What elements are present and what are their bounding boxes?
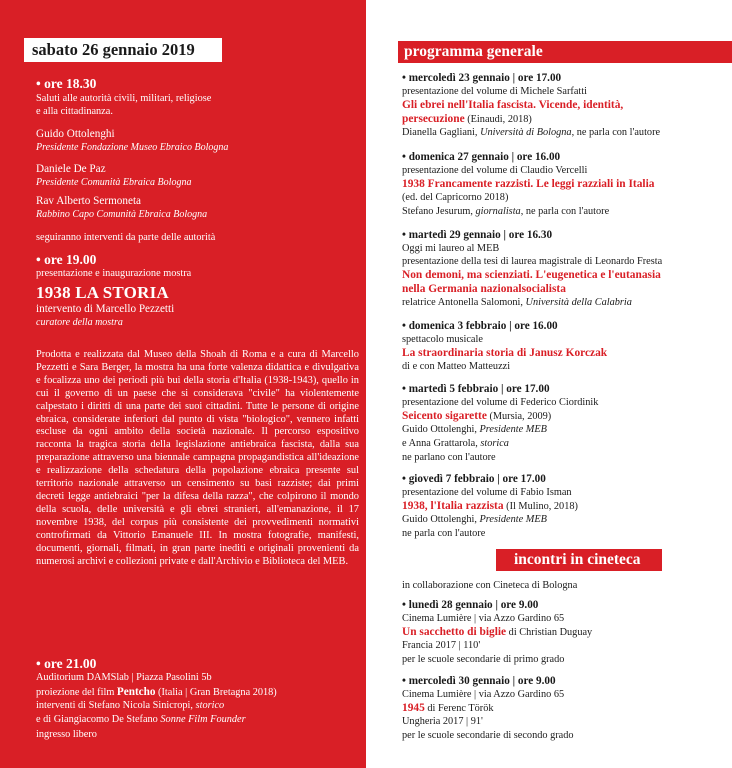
cinema-2-title: 1945 xyxy=(402,702,425,714)
event-3-date: • martedì 29 gennaio | ore 16.30 xyxy=(402,229,553,241)
event-5-speaker-1-role: Presidente MEB xyxy=(479,424,547,435)
event-1-date: • mercoledì 23 gennaio | ore 17.00 xyxy=(402,72,562,84)
event-4-title: La straordinaria storia di Janusz Korczak xyxy=(402,347,608,359)
film-intro: proiezione del film xyxy=(36,687,117,698)
event-1-intro: presentazione del volume di Michele Sarfatti xyxy=(402,86,587,97)
cinema-heading: incontri in cineteca xyxy=(496,549,662,571)
event-6-title: 1938, l'Italia razzista xyxy=(402,500,504,512)
event-3-series: Oggi mi laureo al MEB xyxy=(402,243,500,254)
time-2100: • ore 21.00 xyxy=(36,656,97,671)
event-3-title-2: nella Germania nazionalsocialista xyxy=(402,283,566,295)
cinema-1-title-line xyxy=(402,626,592,640)
event-5-date: • martedì 5 febbraio | ore 17.00 xyxy=(402,383,550,395)
event-3-supervisor-affil: Università della Calabria xyxy=(525,297,632,308)
greeting-line-2: e alla cittadinanza. xyxy=(36,106,113,117)
event-6-speaker-role: Presidente MEB xyxy=(479,514,547,525)
event-6-speaker-name: Guido Ottolenghi, xyxy=(402,514,480,525)
event-5-title: Seicento sigarette xyxy=(402,410,487,422)
cinema-1-origin: Francia 2017 | 110' xyxy=(402,640,481,651)
speakers-line-2 xyxy=(36,714,246,726)
cinema-2-director: di Ferenc Török xyxy=(424,703,494,714)
event-6-intro: presentazione del volume di Fabio Isman xyxy=(402,487,572,498)
exhibit-title: 1938 LA STORIA xyxy=(36,283,169,302)
event-5-speaker-2-name: e Anna Grattarola, xyxy=(402,438,481,449)
event-2-discussant xyxy=(402,206,609,218)
greeting-line-1: Saluti alle autorità civili, militari, religiose xyxy=(36,93,212,104)
time-1830: • ore 18.30 xyxy=(36,76,97,91)
event-5-speaker-1-name: Guido Ottolenghi, xyxy=(402,424,480,435)
event-1-publisher: (Einaudi, 2018) xyxy=(464,114,532,125)
event-6-note: ne parla con l'autore xyxy=(402,528,486,539)
exhibit-speaker: intervento di Marcello Pezzetti xyxy=(36,303,175,315)
cinema-collaboration: in collaborazione con Cineteca di Bologna xyxy=(402,580,578,591)
event-5-speaker-2-role: storica xyxy=(480,438,509,449)
event-2-discussant-role: giornalista xyxy=(475,206,521,217)
exhibit-description: Prodotta e realizzata dal Museo della Shoah di Roma e a cura di Marcello Pezzetti e Sara Berger, la mostra ha una forte valenza didattica e divulgativa e focalizza uno dei periodi più bui della storia d'Italia (1938-1943), quello in cui il governo di un paese che si considerava "civile" ha violentemente calpestato i diritti di una parte dei suoi cittadini. Tutte le persone di origine ebraica, considerate inferiori dal punto di vista "biologico", vennero infatti escluse da ogni ambito della società nazionale. Il percorso espositivo racconta la tragica storia della legislazione antiebraica fascista, dalla sua preparazione attraverso una biennale campagna propagandistica all'ideazione e realizzazione della schedatura della popolazione ebraica presente sul territorio nazionale attraverso un censimento su basi razziste; dai primi decreti legge antiebraici "per la difesa della razza", che colpirono il mondo della scuola, delle università e gli ebrei stranieri, all'emanazione, il 17 novembre 1938, del corpus più consistente dei provvedimenti normativi controfirmati da Vittorio Emanuele III. In mostra fotografie, manifesti, documenti, giornali, filmati, in gran parte inediti e originali provenienti da numerosi archivi e collezioni private e dall'Archivio e Biblioteca del MEB. xyxy=(36,349,359,567)
venue-line: Auditorium DAMSlab | Piazza Pasolini 5b xyxy=(36,672,212,683)
event-4-date: • domenica 3 febbraio | ore 16.00 xyxy=(402,320,558,332)
cinema-1-audience: per le scuole secondarie di primo grado xyxy=(402,654,565,665)
cinema-2-venue: Cinema Lumière | via Azzo Gardino 65 xyxy=(402,689,565,700)
film-title: Pentcho xyxy=(116,686,156,698)
event-5-speaker-1 xyxy=(402,424,547,436)
event-1-title-1: Gli ebrei nell'Italia fascista. Vicende, identità, xyxy=(402,99,624,111)
event-2-intro: presentazione del volume di Claudio Vercelli xyxy=(402,165,588,176)
exhibit-intro: presentazione e inaugurazione mostra xyxy=(36,268,192,279)
speaker-2-role: Presidente Comunità Ebraica Bologna xyxy=(36,177,192,188)
time-1900: • ore 19.00 xyxy=(36,252,97,267)
speakers-line-1 xyxy=(36,700,224,712)
authorities-note: seguiranno interventi da parte delle autorità xyxy=(36,232,216,243)
cinema-1-director: di Christian Duguay xyxy=(506,627,593,638)
cinema-1-date: • lunedì 28 gennaio | ore 9.00 xyxy=(402,599,539,611)
event-2-discussant-name: Stefano Jesurum, xyxy=(402,206,476,217)
cinema-2-audience: per le scuole secondarie di secondo grado xyxy=(402,730,574,741)
event-5-title-line xyxy=(402,410,551,424)
cinema-2-title-line xyxy=(402,702,494,716)
event-1-discussant xyxy=(402,127,660,139)
event-6-date: • giovedì 7 febbraio | ore 17.00 xyxy=(402,473,546,485)
event-2-discussant-note: , ne parla con l'autore xyxy=(520,206,610,217)
cinema-2-origin: Ungheria 2017 | 91' xyxy=(402,716,483,727)
event-6-speaker xyxy=(402,514,547,526)
event-1-title-2-line xyxy=(402,113,532,127)
event-4-performer: di e con Matteo Matteuzzi xyxy=(402,361,511,372)
speaker-sinicropi-role: storico xyxy=(195,700,225,711)
speaker-1-role: Presidente Fondazione Museo Ebraico Bologna xyxy=(36,142,229,153)
event-3-title-1: Non demoni, ma scienziati. L'eugenetica e l'eutanasia xyxy=(402,269,661,281)
cinema-1-venue: Cinema Lumière | via Azzo Gardino 65 xyxy=(402,613,565,624)
right-panel xyxy=(366,0,732,768)
event-5-speaker-2 xyxy=(402,438,509,450)
event-3-intro: presentazione della tesi di laurea magistrale di Leonardo Fresta xyxy=(402,256,663,267)
cinema-2-date: • mercoledì 30 gennaio | ore 9.00 xyxy=(402,675,556,687)
speaker-3-role: Rabbino Capo Comunità Ebraica Bologna xyxy=(36,209,208,220)
event-5-intro: presentazione del volume di Federico Ciordinik xyxy=(402,397,599,408)
film-origin: (Italia | Gran Bretagna 2018) xyxy=(155,687,277,698)
program-heading: programma generale xyxy=(398,41,732,63)
event-1-discussant-name: Dianella Gagliani, xyxy=(402,127,481,138)
film-line xyxy=(36,686,277,699)
date-heading: sabato 26 gennaio 2019 xyxy=(24,38,222,62)
speaker-3-name: Rav Alberto Sermoneta xyxy=(36,195,142,207)
event-2-date: • domenica 27 gennaio | ore 16.00 xyxy=(402,151,561,163)
free-entry: ingresso libero xyxy=(36,729,97,740)
event-5-note: ne parlano con l'autore xyxy=(402,452,496,463)
cinema-1-title: Un sacchetto di biglie xyxy=(402,626,507,638)
event-6-title-line xyxy=(402,500,578,514)
event-3-supervisor xyxy=(402,297,632,309)
speaker-2-name: Daniele De Paz xyxy=(36,163,106,175)
event-2-title: 1938 Francamente razzisti. Le leggi razziali in Italia xyxy=(402,178,655,190)
speaker-sinicropi: interventi di Stefano Nicola Sinicropi, xyxy=(36,700,196,711)
speaker-destefano: e di Giangiacomo De Stefano xyxy=(36,714,161,725)
exhibit-curator-role: curatore della mostra xyxy=(36,317,123,328)
event-6-publisher: (Il Mulino, 2018) xyxy=(503,501,578,512)
event-4-type: spettacolo musicale xyxy=(402,334,483,345)
event-5-publisher: (Mursia, 2009) xyxy=(486,411,552,422)
event-1-discussant-note: , ne parla con l'autore xyxy=(571,127,661,138)
event-1-discussant-affil: Università di Bologna xyxy=(480,127,572,138)
event-3-supervisor-name: relatrice Antonella Salomoni, xyxy=(402,297,526,308)
speaker-destefano-role: Sonne Film Founder xyxy=(160,714,246,725)
event-1-title-2: persecuzione xyxy=(402,113,465,125)
event-2-publisher: (ed. del Capricorno 2018) xyxy=(402,192,509,203)
speaker-1-name: Guido Ottolenghi xyxy=(36,128,115,140)
